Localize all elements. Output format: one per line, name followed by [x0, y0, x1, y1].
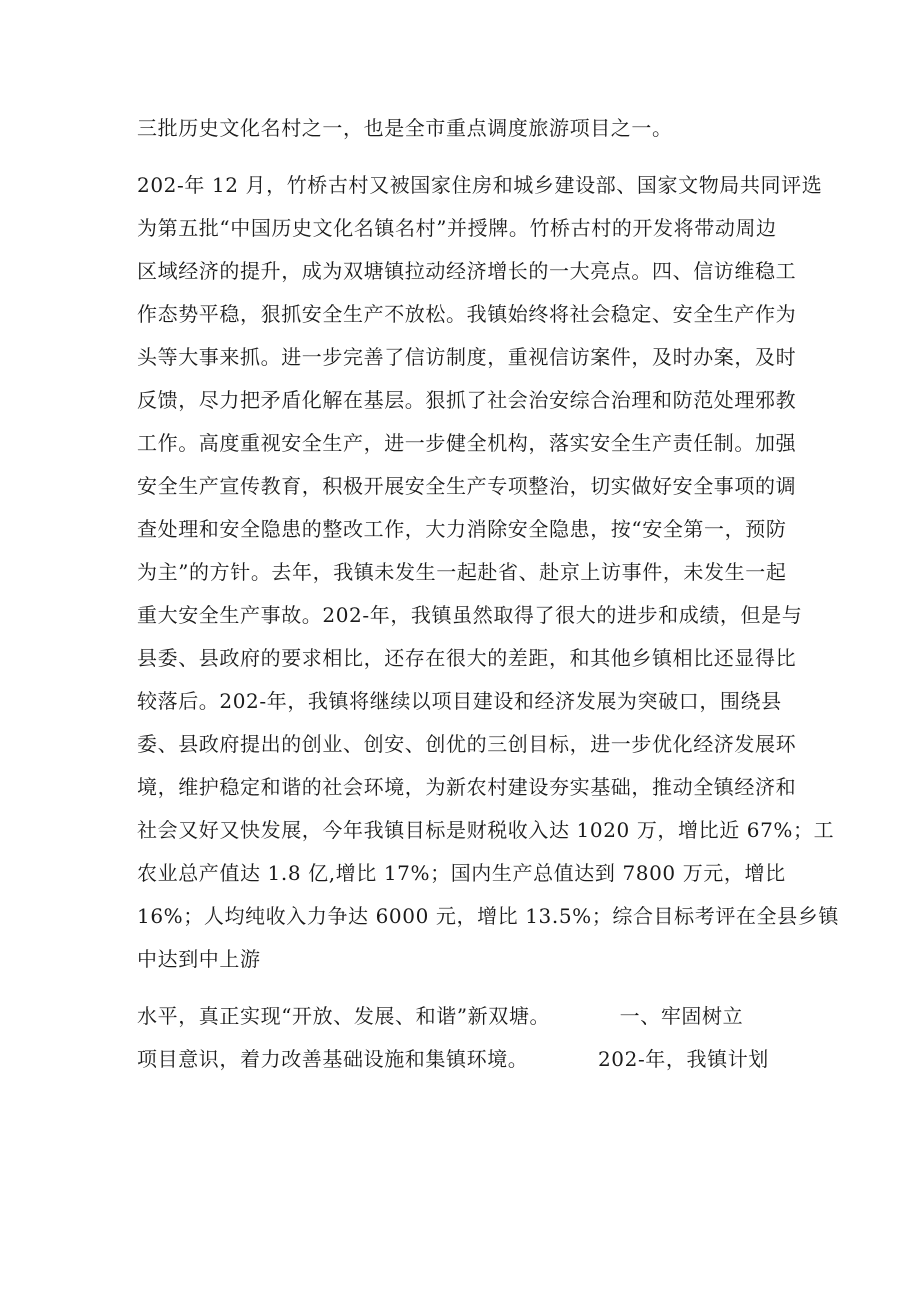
text-line: 安全生产宣传教育，积极开展安全生产专项整治，切实做好安全事项的调 — [137, 474, 797, 498]
text-line: 农业总产值达 1.8 亿,增比 17%；国内生产总值达到 7800 万元，增比 — [137, 861, 786, 885]
text-line: 重大安全生产事故。202-年，我镇虽然取得了很大的进步和成绩，但是与 — [137, 603, 803, 627]
text-line: 工作。高度重视安全生产，进一步健全机构，落实安全生产责任制。加强 — [137, 431, 797, 455]
text-line: 查处理和安全隐患的整改工作，大力消除安全隐患，按“安全第一，预防 — [137, 517, 787, 541]
text-line: 项目意识，着力改善基础设施和集镇环境。 202-年，我镇计划 — [137, 1047, 769, 1071]
text-line: 县委、县政府的要求相比，还存在很大的差距，和其他乡镇相比还显得比 — [137, 646, 797, 670]
text-line: 头等大事来抓。进一步完善了信访制度，重视信访案件，及时办案，及时 — [137, 345, 797, 369]
text-line: 社会又好又快发展，今年我镇目标是财税收入达 1020 万，增比近 67%；工 — [137, 818, 835, 842]
text-line: 为主”的方针。去年，我镇未发生一起赴省、赴京上访事件，未发生一起 — [137, 560, 787, 584]
text-line: 作态势平稳，狠抓安全生产不放松。我镇始终将社会稳定、安全生产作为 — [137, 302, 797, 326]
text-line: 为第五批“中国历史文化名镇名村”并授牌。竹桥古村的开发将带动周边 — [137, 216, 777, 240]
text-line: 三批历史文化名村之一，也是全市重点调度旅游项目之一。 — [137, 116, 673, 140]
text-line: 中达到中上游 — [137, 947, 261, 971]
text-line: 16%；人均纯收入力争达 6000 元，增比 13.5%；综合目标考评在全县乡镇 — [137, 904, 839, 928]
text-line: 水平，真正实现“开放、发展、和谐”新双塘。 一、牢固树立 — [137, 1004, 744, 1028]
text-line: 委、县政府提出的创业、创安、创优的三创目标，进一步优化经济发展环 — [137, 732, 797, 756]
text-line: 境，维护稳定和谐的社会环境，为新农村建设夯实基础，推动全镇经济和 — [137, 775, 797, 799]
text-line: 反馈，尽力把矛盾化解在基层。狠抓了社会治安综合治理和防范处理邪教 — [137, 388, 797, 412]
text-line: 区域经济的提升，成为双塘镇拉动经济增长的一大亮点。四、信访维稳工 — [137, 259, 797, 283]
text-line: 202-年 12 月，竹桥古村又被国家住房和城乡建设部、国家文物局共同评选 — [137, 173, 823, 197]
text-line: 较落后。202-年，我镇将继续以项目建设和经济发展为突破口，围绕县 — [137, 689, 782, 713]
